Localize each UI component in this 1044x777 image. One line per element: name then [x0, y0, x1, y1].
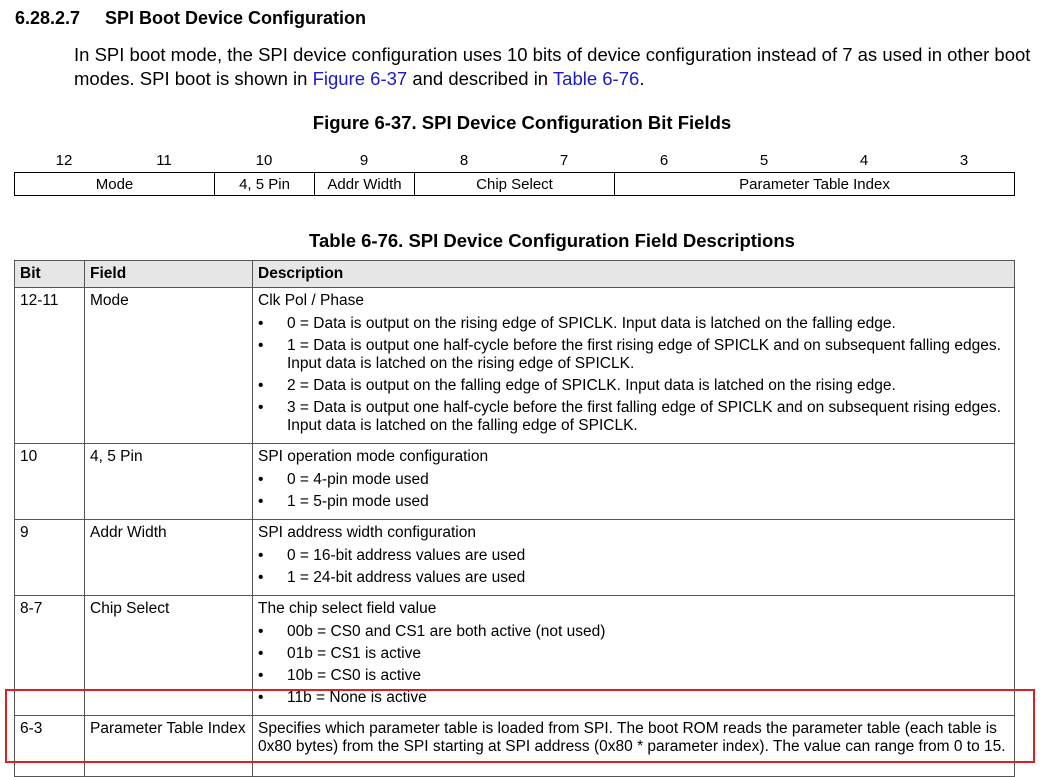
- list-item-text: 1 = Data is output one half-cycle before the first rising edge of SPICLK and on subsequent falling edges. Input data is latched on the rising edge of SPICLK.: [287, 337, 1001, 372]
- bit-cell: 9: [15, 520, 85, 596]
- column-header-field: Field: [85, 261, 253, 288]
- bit-number: 6: [659, 152, 669, 169]
- bullet-list: [258, 471, 1009, 511]
- list-item-text: 1 = 5-pin mode used: [287, 493, 429, 510]
- intro-text: In SPI boot mode, the SPI device configuration uses 10 bits of device configuration instead of 7 as used in other boot modes. SPI boot is shown in: [74, 44, 1031, 89]
- list-item-text: 0 = 16-bit address values are used: [287, 547, 526, 564]
- list-item-text: 00b = CS0 and CS1 are both active (not used): [287, 623, 606, 640]
- list-item-text: 3 = Data is output one half-cycle before the first falling edge of SPICLK and on subsequent rising edges. Input data is latched on the falling edge of SPICLK.: [287, 399, 1001, 434]
- bit-cell: 8-7: [15, 596, 85, 716]
- column-header-bit: Bit: [15, 261, 85, 288]
- bullet-icon: •: [258, 493, 264, 510]
- bullet-list: [258, 623, 1009, 707]
- list-item-text: 10b = CS0 is active: [287, 667, 421, 684]
- bullet-icon: •: [258, 337, 264, 354]
- bullet-icon: •: [258, 547, 264, 564]
- list-item: [258, 493, 1009, 511]
- description-cell: [253, 596, 1015, 716]
- bit-number: 10: [255, 152, 273, 169]
- description-text: Clk Pol / Phase: [258, 292, 364, 309]
- bullet-icon: •: [258, 377, 264, 394]
- column-header-description: Description: [253, 261, 1015, 288]
- bullet-icon: •: [258, 689, 264, 706]
- list-item: [258, 569, 1009, 587]
- bit-number: 12: [55, 152, 73, 169]
- bit-number: 5: [759, 152, 769, 169]
- list-item-text: 0 = Data is output on the rising edge of SPICLK. Input data is latched on the falling edge.: [287, 315, 896, 332]
- bit-number: 8: [459, 152, 469, 169]
- field-descriptions-table: [14, 260, 1015, 777]
- list-item-text: 1 = 24-bit address values are used: [287, 569, 526, 586]
- list-item: [258, 689, 1009, 707]
- bullet-icon: •: [258, 315, 264, 332]
- bit-number: 4: [859, 152, 869, 169]
- bit-field-parameter-index: Parameter Table Index: [615, 173, 1015, 196]
- table-caption: Table 6-76. SPI Device Configuration Field Descriptions: [309, 230, 795, 251]
- bit-number: 11: [156, 152, 172, 169]
- intro-text: .: [639, 68, 645, 89]
- description-cell: [253, 520, 1015, 596]
- description-text: The chip select field value: [258, 600, 437, 617]
- field-cell: Parameter Table Index: [85, 716, 253, 777]
- field-cell: Chip Select: [85, 596, 253, 716]
- bit-field-chip-select: Chip Select: [415, 173, 615, 196]
- bit-number-row: [14, 152, 1014, 172]
- list-item-text: 0 = 4-pin mode used: [287, 471, 429, 488]
- bullet-icon: •: [258, 645, 264, 662]
- bit-field-addr-width: Addr Width: [315, 173, 415, 196]
- bullet-list: [258, 315, 1009, 435]
- bullet-icon: •: [258, 667, 264, 684]
- list-item: [258, 337, 1009, 373]
- table-row: [15, 596, 1015, 716]
- bit-cell: 6-3: [15, 716, 85, 777]
- bit-field-mode: Mode: [15, 173, 215, 196]
- table-header-row: [15, 261, 1015, 288]
- list-item: [258, 315, 1009, 333]
- field-cell: 4, 5 Pin: [85, 444, 253, 520]
- bit-cell: 10: [15, 444, 85, 520]
- bit-field-pin: 4, 5 Pin: [215, 173, 315, 196]
- list-item: [258, 399, 1009, 435]
- section-number: 6.28.2.7: [15, 8, 81, 28]
- list-item-text: 2 = Data is output on the falling edge of SPICLK. Input data is latched on the rising edge.: [287, 377, 896, 394]
- description-cell: [253, 288, 1015, 444]
- bullet-icon: •: [258, 471, 264, 488]
- bit-number: 3: [959, 152, 969, 169]
- bullet-icon: •: [258, 569, 264, 586]
- table-row: [15, 444, 1015, 520]
- intro-paragraph: [74, 43, 1034, 91]
- list-item: [258, 645, 1009, 663]
- figure-link[interactable]: Figure 6-37: [312, 68, 408, 89]
- description-cell: [253, 444, 1015, 520]
- list-item-text: 01b = CS1 is active: [287, 645, 421, 662]
- list-item-text: 11b = None is active: [287, 689, 427, 706]
- section-heading: [15, 8, 366, 29]
- description-text: SPI operation mode configuration: [258, 448, 489, 465]
- list-item: [258, 377, 1009, 395]
- section-title: SPI Boot Device Configuration: [105, 8, 367, 28]
- bit-cell: 12-11: [15, 288, 85, 444]
- list-item: [258, 623, 1009, 641]
- field-cell: Addr Width: [85, 520, 253, 596]
- list-item: [258, 471, 1009, 489]
- list-item: [258, 667, 1009, 685]
- bullet-icon: •: [258, 399, 264, 416]
- field-cell: Mode: [85, 288, 253, 444]
- figure-caption: Figure 6-37. SPI Device Configuration Bit Fields: [312, 112, 732, 133]
- bit-number: 7: [559, 152, 569, 169]
- table-row: [15, 520, 1015, 596]
- bullet-icon: •: [258, 623, 264, 640]
- bullet-list: [258, 547, 1009, 587]
- list-item: [258, 547, 1009, 565]
- table-link[interactable]: Table 6-76: [552, 68, 640, 89]
- description-text: SPI address width configuration: [258, 524, 476, 541]
- description-cell: Specifies which parameter table is loaded from SPI. The boot ROM reads the parameter table (each table is 0x80 bytes) from the SPI starting at SPI address (0x80 * parameter index). The value can range from 0 to 15.: [253, 716, 1015, 777]
- bit-number: 9: [359, 152, 369, 169]
- table-row: [15, 716, 1015, 777]
- intro-text: and described in: [407, 68, 553, 89]
- table-row: [15, 288, 1015, 444]
- bit-field-diagram: [14, 172, 1015, 196]
